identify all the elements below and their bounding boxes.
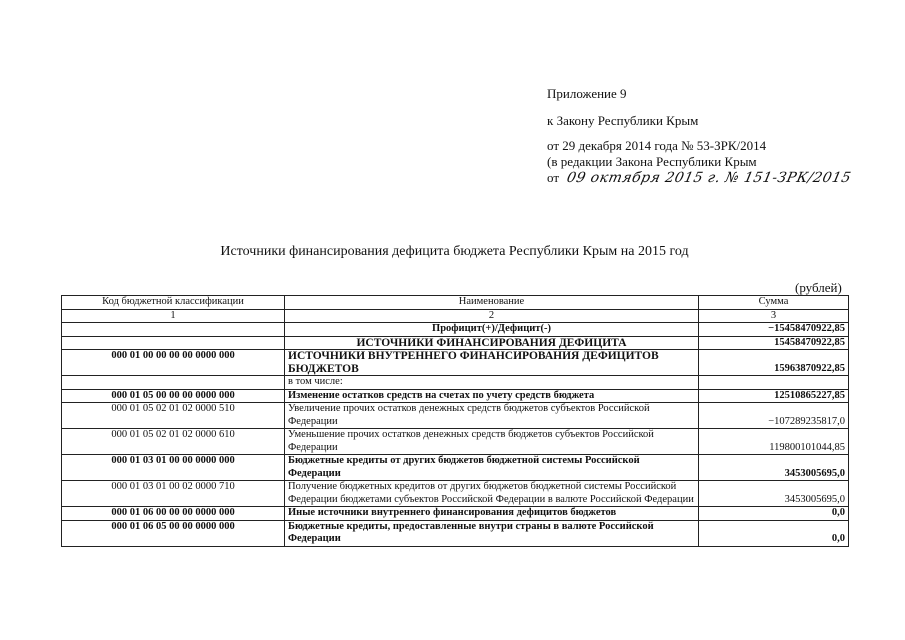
- row-sum: [699, 376, 849, 390]
- row-sum: 3453005695,0: [699, 455, 849, 481]
- table-row: [62, 336, 849, 350]
- row-sum: 119800101044,85: [699, 429, 849, 455]
- table-row: [62, 481, 849, 507]
- document-title: Источники финансирования дефицита бюджета Республики Крым на 2015 год: [220, 244, 689, 259]
- row-code: 000 01 06 00 00 00 0000 000: [62, 507, 285, 521]
- row-sum: 12510865227,85: [699, 389, 849, 403]
- units-label: (рублей): [795, 280, 842, 295]
- appendix-header: [547, 84, 851, 186]
- row-name: Увеличение прочих остатков денежных средств бюджетов субъектов Российской Федерации: [285, 403, 699, 429]
- table-row: [62, 455, 849, 481]
- law-reference: к Закону Республики Крым: [547, 113, 699, 128]
- header-name: Наименование: [285, 296, 699, 310]
- header-code: Код бюджетной классификации: [62, 296, 285, 310]
- row-name: Профицит(+)/Дефицит(-): [285, 323, 699, 337]
- row-name: Изменение остатков средств на счетах по учету средств бюджета: [285, 389, 699, 403]
- row-sum: 3453005695,0: [699, 481, 849, 507]
- row-code: [62, 376, 285, 390]
- row-name: Уменьшение прочих остатков денежных средств бюджетов субъектов Российской Федерации: [285, 429, 699, 455]
- row-name: Бюджетные кредиты, предоставленные внутри страны в валюте Российской Федерации: [285, 520, 699, 546]
- table-row: [62, 350, 849, 376]
- law-date-number: от 29 декабря 2014 года № 53-ЗРК/2014: [547, 138, 767, 153]
- row-sum: −107289235817,0: [699, 403, 849, 429]
- col-number-1: 1: [62, 309, 285, 323]
- row-code: 000 01 05 02 01 02 0000 610: [62, 429, 285, 455]
- row-name: ИСТОЧНИКИ ВНУТРЕННЕГО ФИНАНСИРОВАНИЯ ДЕФИЦИТОВ БЮДЖЕТОВ: [285, 350, 699, 376]
- row-code: 000 01 03 01 00 00 0000 000: [62, 455, 285, 481]
- row-name: ИСТОЧНИКИ ФИНАНСИРОВАНИЯ ДЕФИЦИТА: [285, 336, 699, 350]
- table-row: [62, 403, 849, 429]
- table-row: [62, 507, 849, 521]
- row-sum: 0,0: [699, 507, 849, 521]
- row-sum: 15963870922,85: [699, 350, 849, 376]
- row-sum: 15458470922,85: [699, 336, 849, 350]
- table-row: [62, 323, 849, 337]
- edition-note: (в редакции Закона Республики Крым: [547, 154, 757, 169]
- row-code: 000 01 05 02 01 02 0000 510: [62, 403, 285, 429]
- row-name: Иные источники внутреннего финансирования дефицитов бюджетов: [285, 507, 699, 521]
- row-sum: 0,0: [699, 520, 849, 546]
- row-name: в том числе:: [285, 376, 699, 390]
- table-row: [62, 389, 849, 403]
- handwritten-amendment: 09 октября 2015 г. № 151-ЗРК/2015: [565, 170, 853, 186]
- table-header-row: [62, 296, 849, 310]
- header-sum: Сумма: [699, 296, 849, 310]
- row-name: Получение бюджетных кредитов от других бюджетов бюджетной системы Российской Федерации бюджетами субъектов Российской Федерации в валюте Российской Федерации: [285, 481, 699, 507]
- col-number-2: 2: [285, 309, 699, 323]
- row-code: 000 01 06 05 00 00 0000 000: [62, 520, 285, 546]
- col-number-3: 3: [699, 309, 849, 323]
- table-row: [62, 520, 849, 546]
- column-number-row: [62, 309, 849, 323]
- table-row: [62, 376, 849, 390]
- row-sum: −15458470922,85: [699, 323, 849, 337]
- row-code: [62, 323, 285, 337]
- row-code: 000 01 03 01 00 02 0000 710: [62, 481, 285, 507]
- appendix-number: Приложение 9: [547, 86, 627, 101]
- row-code: 000 01 05 00 00 00 0000 000: [62, 389, 285, 403]
- row-code: [62, 336, 285, 350]
- row-name: Бюджетные кредиты от других бюджетов бюджетной системы Российской Федерации: [285, 455, 699, 481]
- amendment-line: [547, 170, 851, 186]
- from-label: от: [547, 170, 560, 185]
- financing-sources-table: [61, 295, 849, 547]
- row-code: 000 01 00 00 00 00 0000 000: [62, 350, 285, 376]
- table-row: [62, 429, 849, 455]
